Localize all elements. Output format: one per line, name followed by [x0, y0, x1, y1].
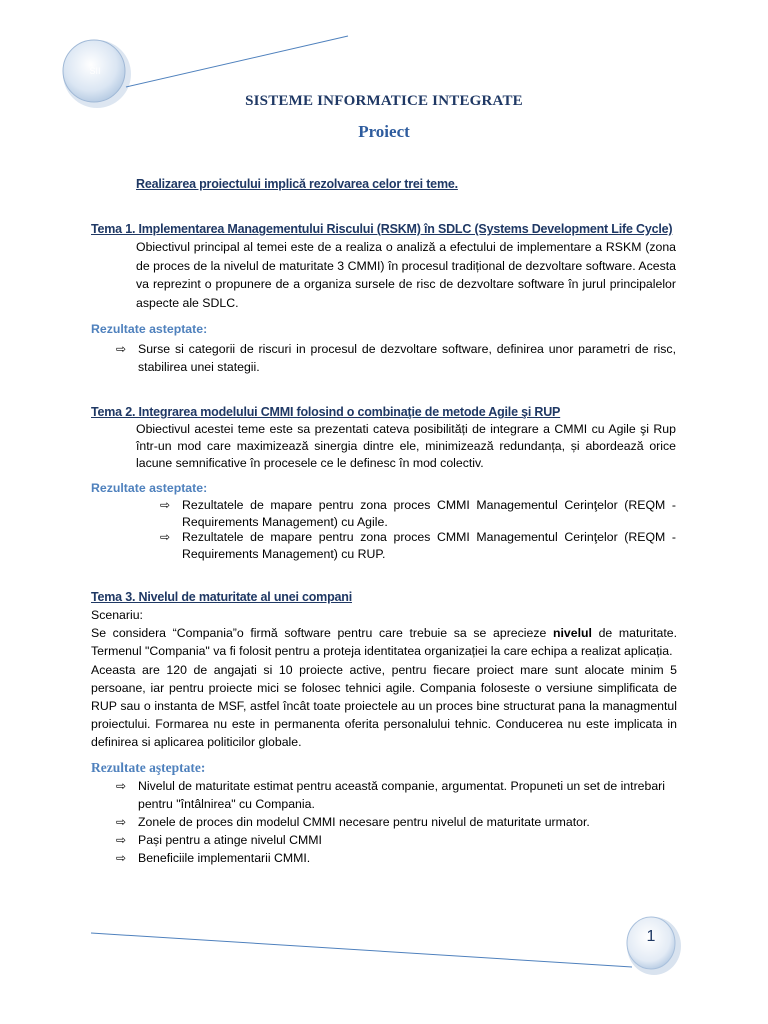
tema3-results-list	[116, 777, 676, 867]
tema1-result-item: ⇨ Surse si categorii de riscuri in procesul de dezvoltare software, definirea unor parametri de risc, stabilirea unei stategii.	[116, 342, 676, 374]
scenario-paragraph-1: Se considera “Compania”o firmă software pentru care trebuie sa se aprecieze nivelul de maturitate. Termenul "Compania" va fi folosit pentru a proteja identitatea organizației la care echipa a realizat aplicația.	[91, 626, 677, 659]
right-arrow-icon: ⇨	[116, 342, 127, 356]
list-item: ⇨ Beneficiile implementarii CMMI.	[116, 851, 311, 865]
intro-text: Realizarea proiectului implică rezolvarea celor trei teme.	[136, 177, 458, 191]
page-number: 1	[646, 928, 656, 945]
right-arrow-icon: ⇨	[116, 815, 127, 829]
tema3-scenario	[91, 606, 677, 752]
tema1-results-label: Rezultate asteptate:	[91, 322, 208, 336]
scenario-label: Scenariu:	[91, 608, 143, 622]
document-title: SISTEME INFORMATICE INTEGRATE	[245, 93, 523, 109]
tema1-heading: Tema 1. Implementarea Managementului Riscului (RSKM) în SDLC (Systems Development Life Cycle)	[91, 222, 673, 236]
right-arrow-icon: ⇨	[160, 530, 171, 544]
list-item: ⇨ Nivelul de maturitate estimat pentru această companie, argumentat. Propuneti un set de intrebari pentru "întâlnirea" cu Compania.	[116, 779, 666, 811]
right-arrow-icon: ⇨	[116, 851, 127, 865]
tema3-heading: Tema 3. Nivelul de maturitate al unei compani	[91, 590, 352, 604]
footer-diagonal-line	[91, 933, 632, 967]
list-item: ⇨ Zonele de proces din modelul CMMI necesare pentru nivelul de maturitate urmator.	[116, 815, 590, 829]
right-arrow-icon: ⇨	[116, 833, 127, 847]
right-arrow-icon: ⇨	[160, 498, 171, 512]
list-item: ⇨ Pași pentru a atinge nivelul CMMI	[116, 833, 322, 847]
tema2-result-item: ⇨ Rezultatele de mapare pentru zona proces CMMI Managementul Cerinţelor (REQM - Requirements Management) cu RUP.	[160, 530, 676, 561]
tema3-results-label: Rezultate aşteptate:	[91, 760, 206, 775]
logo-text: SII	[89, 66, 101, 76]
header-diagonal-line	[126, 36, 348, 87]
tema1-paragraph: Obiectivul principal al temei este de a realiza o analiză a efectului de implementare a RSKM (zona de proces de la nivelul de maturitate 3 CMMI) în procesul tradițional de dezvoltare software. Acesta va reprezint o propunere de a organiza sursele de risc de dezvoltare software în jurul principalelor aspecte ale SDLC.	[136, 240, 676, 310]
scenario-paragraph-2: Aceasta are 120 de angajati si 10 proiecte active, pentru fiecare proiect mare sunt alocate minim 5 persoane, iar pentru proiecte mici se folosec tehnici agile. Compania foloseste o versiune simplificata de RUP sau o instanta de MSF, astfel încât toate proiectele au un proces bine structurat pana la managmentul proiectului. Formarea nu este in permanenta oferita personalului tehnic. Conducerea nu este implicata in definirea si aplicarea politicilor globale.	[91, 662, 677, 750]
tema2-results-label: Rezultate asteptate:	[91, 481, 208, 495]
document-subtitle: Proiect	[358, 122, 410, 141]
tema2-result-item: ⇨ Rezultatele de mapare pentru zona proces CMMI Managementul Cerinţelor (REQM - Requirements Management) cu Agile.	[160, 498, 676, 529]
right-arrow-icon: ⇨	[116, 779, 127, 793]
tema2-heading: Tema 2. Integrarea modelului CMMI folosind o combinaţie de metode Agile şi RUP	[91, 405, 561, 419]
page-number-circle	[627, 917, 681, 975]
tema2-paragraph: Obiectivul acestei teme este sa prezentati cateva posibilități de integrare a CMMI cu Agile şi Rup într-un mod care maximizează sinergia dintre ele, minimizează redundanța, și abordează orice lacune semnificative în procesele ce le definesc în mod colectiv.	[136, 422, 676, 470]
